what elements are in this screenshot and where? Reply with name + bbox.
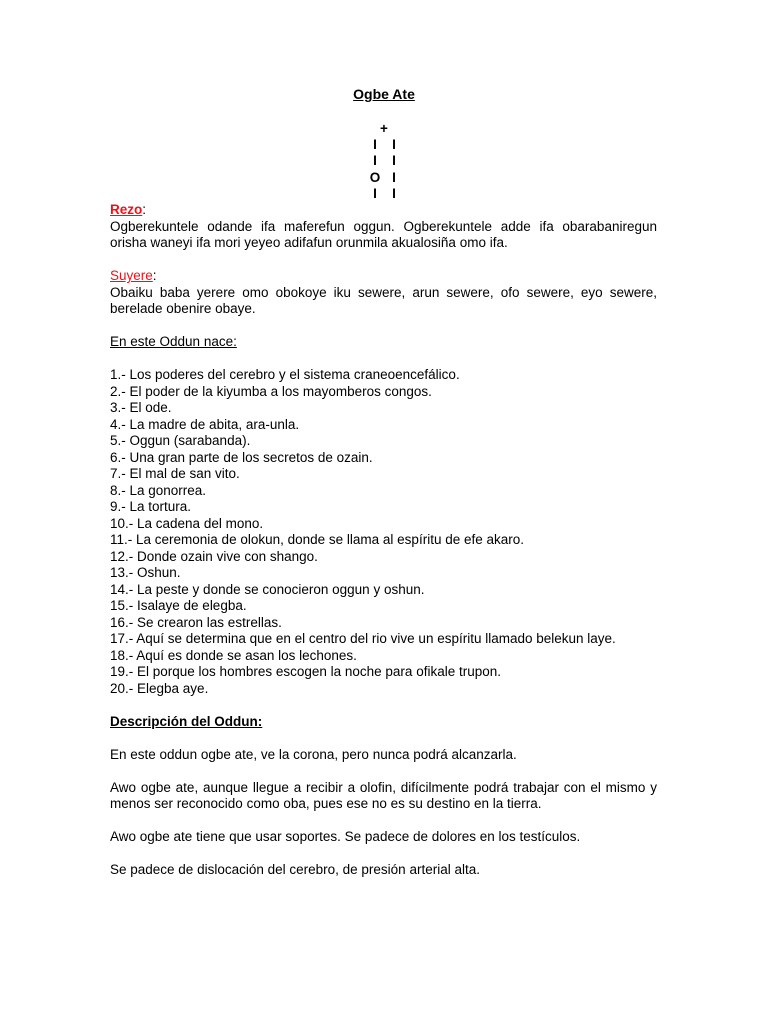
spacer — [110, 252, 657, 269]
descripcion-paragraph: Awo ogbe ate tiene que usar soportes. Se padece de dolores en los testículos. — [110, 829, 581, 844]
list-item: 3.- El ode. — [110, 400, 172, 415]
suyere-text: Obaiku baba yerere omo obokoye iku sewere, arun sewere, ofo sewere, eyo sewere, berelade obenire obaye. — [110, 284, 657, 316]
figure-row — [358, 170, 408, 186]
figure-mark: I — [392, 137, 396, 153]
nace-heading: En este Oddun nace: — [110, 334, 237, 349]
spacer — [110, 697, 657, 714]
spacer — [110, 730, 657, 747]
figure-mark: I — [392, 153, 396, 169]
list-item: 10.- La cadena del mono. — [110, 515, 264, 531]
list-item: 14.- La peste y donde se conocieron oggun y oshun. — [110, 581, 425, 597]
figure-mark: O — [369, 169, 381, 185]
suyere-colon: : — [152, 268, 157, 283]
list-item: 16.- Se crearon las estrellas. — [110, 614, 282, 630]
list-item: 19.- El porque los hombres escogen la noche para ofikale trupon. — [110, 664, 501, 679]
figure-row — [358, 186, 408, 202]
figure-mark: I — [373, 137, 377, 153]
list-item: 17.- Aquí se determina que en el centro del rio vive un espíritu llamado belekun laye. — [110, 631, 616, 646]
odu-figure — [358, 121, 408, 202]
list-item: 4.- La madre de abita, ara-unla. — [110, 416, 300, 432]
spacer — [110, 318, 657, 335]
spacer — [110, 351, 657, 368]
rezo-text: Ogberekuntele odande ifa maferefun oggun. Ogberekuntele adde ifa obarabaniregun orisha waneyi ifa mori yeyeo adifafun orunmila akualosiña omo ifa. — [110, 218, 657, 250]
figure-top-mark: + — [380, 121, 388, 136]
list-item: 15.- Isalaye de elegba. — [110, 598, 247, 613]
list-item: 7.- El mal de san vito. — [110, 466, 240, 481]
rezo-colon: : — [142, 202, 147, 217]
descripcion-heading: Descripción del Oddun: — [110, 713, 263, 729]
figure-mark: I — [392, 185, 396, 201]
list-item: 2.- El poder de la kiyumba a los mayomberos congos. — [110, 383, 432, 399]
nace-list — [110, 367, 657, 697]
suyere-section — [110, 268, 657, 318]
spacer — [110, 813, 657, 830]
list-item: 13.- Oshun. — [110, 565, 181, 580]
document-title: Ogbe Ate — [353, 86, 415, 102]
rezo-label: Rezo — [110, 202, 143, 217]
list-item: 12.- Donde ozain vive con shango. — [110, 548, 318, 564]
list-item: 8.- La gonorrea. — [110, 482, 207, 498]
list-item: 11.- La ceremonia de olokun, donde se llama al espíritu de efe akaro. — [110, 532, 525, 547]
descripcion-paragraph: Se padece de dislocación del cerebro, de presión arterial alta. — [110, 862, 480, 877]
descripcion-paragraph: En este oddun ogbe ate, ve la corona, pero nunca podrá alcanzarla. — [110, 746, 517, 762]
figure-mark: I — [392, 169, 396, 185]
list-item: 1.- Los poderes del cerebro y el sistema craneoencefálico. — [110, 367, 460, 382]
spacer — [110, 763, 657, 780]
document-body — [110, 202, 657, 879]
list-item: 9.- La tortura. — [110, 499, 192, 514]
list-item: 5.- Oggun (sarabanda). — [110, 433, 251, 448]
figure-row — [358, 153, 408, 169]
spacer — [110, 846, 657, 863]
descripcion-paragraph: Awo ogbe ate, aunque llegue a recibir a olofin, difícilmente podrá trabajar con el mismo y menos ser reconocido como oba, pues ese no es su destino en la tierra. — [110, 779, 657, 811]
list-item: 18.- Aquí es donde se asan los lechones. — [110, 647, 357, 663]
figure-row — [358, 137, 408, 153]
list-item: 6.- Una gran parte de los secretos de ozain. — [110, 449, 373, 465]
suyere-heading — [110, 268, 657, 285]
suyere-label: Suyere — [110, 268, 153, 283]
figure-mark: I — [373, 185, 377, 201]
figure-mark: I — [373, 153, 377, 169]
figure-top-row — [358, 121, 408, 137]
rezo-section — [110, 202, 657, 252]
list-item: 20.- Elegba aye. — [110, 680, 209, 696]
rezo-heading — [110, 202, 657, 219]
